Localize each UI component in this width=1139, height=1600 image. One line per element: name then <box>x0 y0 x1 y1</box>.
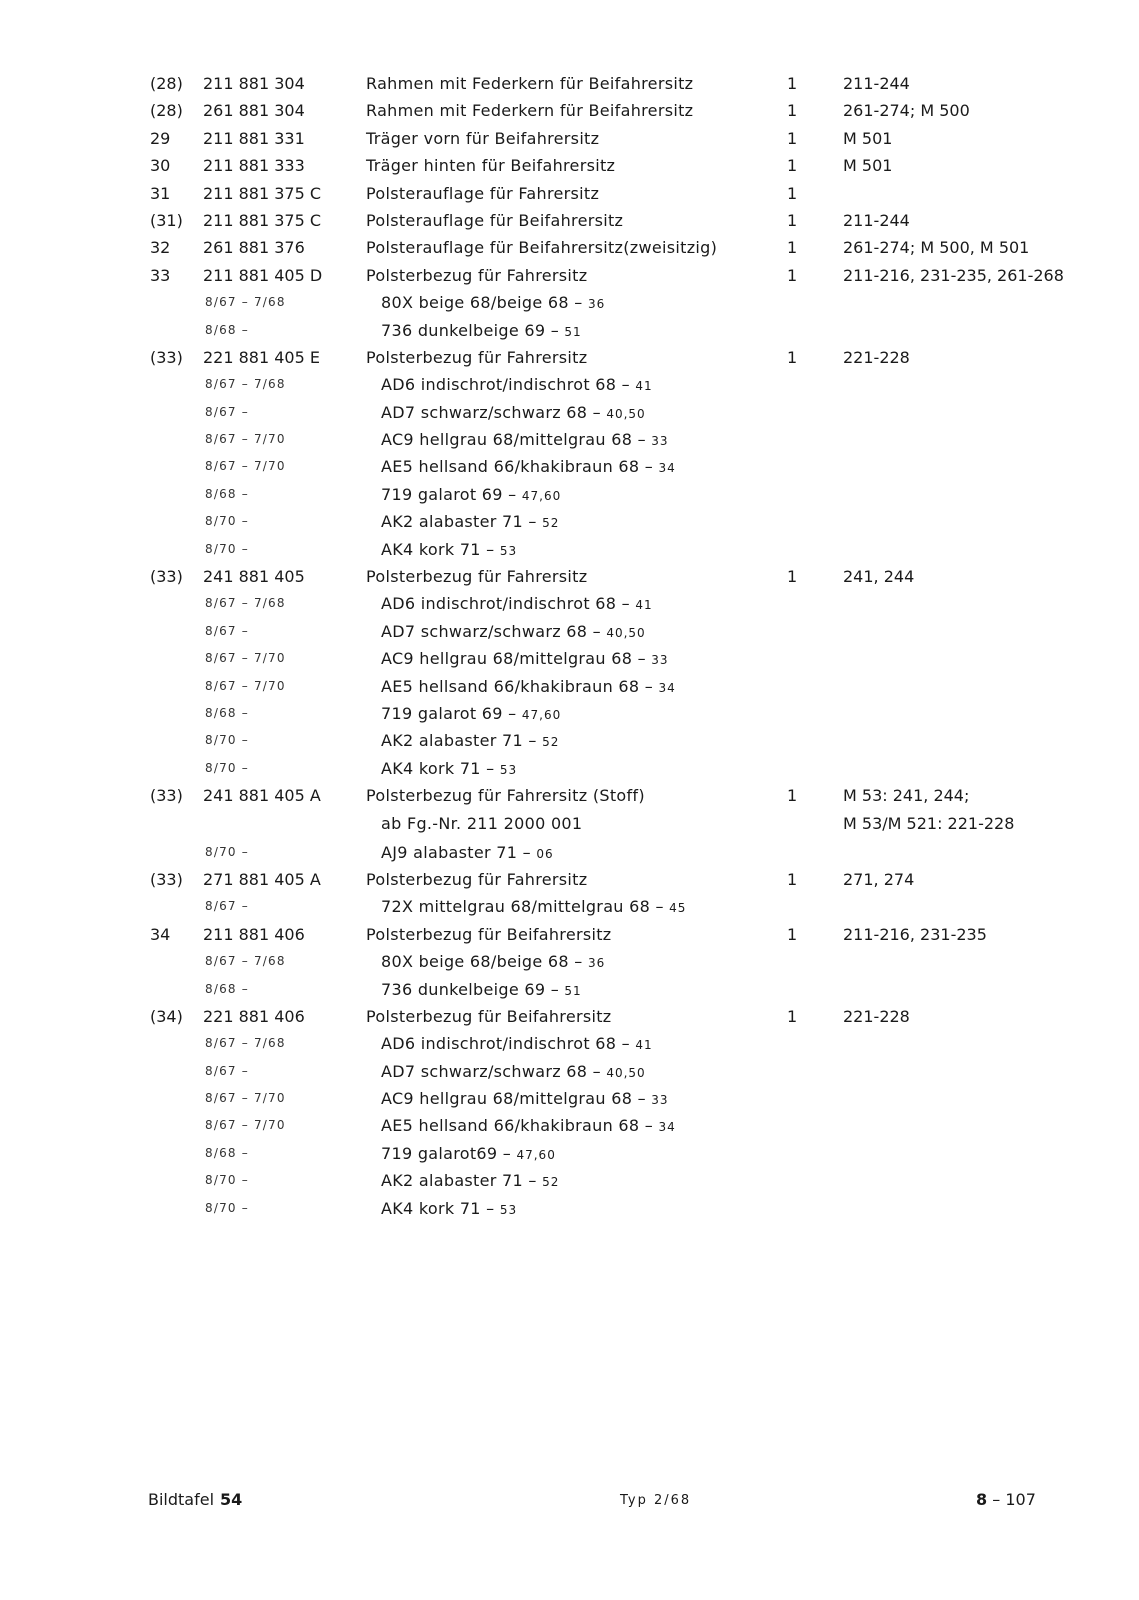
color-variant <box>381 508 559 537</box>
part-number: 211 881 333 <box>203 156 305 176</box>
part-number: 211 881 405 D <box>203 265 323 285</box>
color-variant-row <box>0 508 1139 535</box>
part-number: 261 881 304 <box>203 101 305 121</box>
part-number: 211 881 406 <box>203 924 305 944</box>
color-variant-row <box>0 426 1139 453</box>
item-position: 31 <box>150 183 171 203</box>
color-variant <box>381 1167 559 1196</box>
part-number: 221 881 405 E <box>203 347 320 367</box>
validity-period: 8/67 – 7/70 <box>205 459 286 474</box>
part-remark: M 53/M 521: 221-228 <box>843 813 1015 833</box>
color-variant <box>381 976 582 1005</box>
part-number: 241 881 405 <box>203 567 305 587</box>
color-number: 33 <box>651 653 669 668</box>
part-row <box>0 782 1139 809</box>
validity-period: 8/70 – <box>205 844 249 859</box>
part-quantity: 1 <box>787 265 798 285</box>
color-variant-row <box>0 673 1139 700</box>
part-description: Träger hinten für Beifahrersitz <box>366 156 616 176</box>
color-number: 41 <box>635 379 653 394</box>
validity-period: 8/68 – <box>205 322 249 337</box>
part-number: 241 881 405 A <box>203 786 321 806</box>
color-variant-row <box>0 700 1139 727</box>
color-variant-row <box>0 536 1139 563</box>
part-remark: 221-228 <box>843 347 910 367</box>
color-number: 33 <box>651 434 669 449</box>
item-position: 34 <box>150 924 171 944</box>
part-row <box>0 97 1139 124</box>
part-remark: 211-216, 231-235 <box>843 924 987 944</box>
part-row <box>0 70 1139 97</box>
color-number: 41 <box>635 1038 653 1053</box>
color-number: 41 <box>635 598 653 613</box>
part-quantity: 1 <box>787 1006 798 1026</box>
part-description: Polsterbezug für Fahrersitz <box>366 265 588 285</box>
color-variant-row <box>0 1112 1139 1139</box>
footer-page-number <box>976 1490 1036 1509</box>
item-position: 30 <box>150 156 171 176</box>
validity-period: 8/67 – 7/70 <box>205 1091 286 1106</box>
color-number: 45 <box>669 901 687 916</box>
validity-period: 8/70 – <box>205 733 249 748</box>
color-variant <box>381 590 653 619</box>
validity-period: 8/67 – 7/68 <box>205 377 286 392</box>
color-variant-row <box>0 1195 1139 1222</box>
color-code: AK2 alabaster 71 – <box>381 731 537 751</box>
color-code: 736 dunkelbeige 69 – <box>381 320 560 340</box>
color-variant-row <box>0 976 1139 1003</box>
color-variant-row <box>0 948 1139 975</box>
part-description: Polsterauflage für Beifahrersitz(zweisitzig) <box>366 238 718 258</box>
color-variant <box>381 1112 676 1141</box>
color-code: 80X beige 68/beige 68 – <box>381 952 583 972</box>
color-variant-row <box>0 1140 1139 1167</box>
color-variant-row <box>0 289 1139 316</box>
validity-period: 8/67 – 7/68 <box>205 596 286 611</box>
color-number: 51 <box>564 324 582 339</box>
footer-page-section: 8 <box>976 1490 988 1509</box>
item-position: (34) <box>150 1006 183 1026</box>
color-variant-row <box>0 590 1139 617</box>
chassis-note: ab Fg.-Nr. 211 2000 001 <box>381 813 583 833</box>
color-code: AD7 schwarz/schwarz 68 – <box>381 402 601 422</box>
validity-period: 8/68 – <box>205 705 249 720</box>
footer-plate <box>148 1490 242 1509</box>
color-code: AK4 kork 71 – <box>381 539 495 559</box>
color-variant <box>381 839 554 868</box>
part-row <box>0 866 1139 893</box>
part-number: 211 881 375 C <box>203 210 322 230</box>
color-number: 36 <box>587 956 606 971</box>
validity-period: 8/67 – <box>205 1063 249 1078</box>
validity-period: 8/67 – <box>205 404 249 419</box>
validity-period: 8/68 – <box>205 981 249 996</box>
validity-period: 8/67 – 7/70 <box>205 651 286 666</box>
part-number: 261 881 376 <box>203 238 305 258</box>
color-variant-row <box>0 727 1139 754</box>
footer-plate-number: 54 <box>220 1490 243 1509</box>
color-variant-row <box>0 1085 1139 1112</box>
part-description: Rahmen mit Federkern für Beifahrersitz <box>366 101 694 121</box>
color-variant <box>381 1030 653 1059</box>
color-number: 52 <box>542 516 560 531</box>
color-number: 53 <box>499 543 518 558</box>
item-position: (28) <box>150 101 183 121</box>
part-quantity: 1 <box>787 786 798 806</box>
color-variant <box>381 289 605 318</box>
part-row <box>0 152 1139 179</box>
part-quantity: 1 <box>787 74 798 93</box>
validity-period: 8/70 – <box>205 541 249 556</box>
validity-period: 8/67 – 7/68 <box>205 954 286 969</box>
color-variant <box>381 453 676 482</box>
color-variant <box>381 727 559 756</box>
color-code: 72X mittelgrau 68/mittelgrau 68 – <box>381 897 664 917</box>
color-variant <box>381 1058 646 1087</box>
color-code: 719 galarot 69 – <box>381 703 517 723</box>
part-remark: 261-274; M 500 <box>843 101 970 121</box>
color-variant-row <box>0 399 1139 426</box>
part-description: Polsterbezug für Beifahrersitz <box>366 924 612 944</box>
part-remark: 261-274; M 500, M 501 <box>843 238 1030 258</box>
validity-period: 8/67 – 7/70 <box>205 1118 286 1133</box>
color-variant <box>381 673 676 702</box>
part-description: Polsterauflage für Beifahrersitz <box>366 210 624 230</box>
color-code: AE5 hellsand 66/khakibraun 68 – <box>381 457 654 477</box>
color-number: 47,60 <box>521 488 562 503</box>
color-variant-row <box>0 893 1139 920</box>
item-position: (33) <box>150 567 183 587</box>
color-number: 53 <box>499 1202 518 1217</box>
item-position: (31) <box>150 210 183 230</box>
validity-period: 8/68 – <box>205 486 249 501</box>
color-code: 736 dunkelbeige 69 – <box>381 979 560 999</box>
color-number: 34 <box>658 1120 676 1135</box>
part-description: Träger vorn für Beifahrersitz <box>366 128 600 148</box>
footer-type: Typ 2/68 <box>620 1493 692 1508</box>
part-quantity: 1 <box>787 924 798 944</box>
part-number: 221 881 406 <box>203 1006 305 1026</box>
part-description: Rahmen mit Federkern für Beifahrersitz <box>366 74 694 93</box>
color-variant <box>381 1195 517 1224</box>
color-code: 719 galarot 69 – <box>381 484 517 504</box>
color-number: 52 <box>542 1175 560 1190</box>
color-number: 40,50 <box>606 406 646 421</box>
color-code: AD6 indischrot/indischrot 68 – <box>381 375 630 395</box>
part-row <box>0 563 1139 590</box>
color-code: AD7 schwarz/schwarz 68 – <box>381 1061 601 1081</box>
color-variant <box>381 1085 669 1114</box>
color-variant <box>381 893 686 922</box>
color-variant-row <box>0 317 1139 344</box>
part-row <box>0 234 1139 261</box>
color-variant-row <box>0 481 1139 508</box>
color-variant-row <box>0 1058 1139 1085</box>
item-position: (33) <box>150 347 183 367</box>
item-position: (28) <box>150 74 183 93</box>
part-remark: M 501 <box>843 128 893 148</box>
color-variant-row <box>0 453 1139 480</box>
part-row <box>0 125 1139 152</box>
part-description: Polsterauflage für Fahrersitz <box>366 183 600 203</box>
footer-page-no: 107 <box>1005 1490 1036 1509</box>
color-code: AJ9 alabaster 71 – <box>381 842 531 862</box>
part-description: Polsterbezug für Fahrersitz <box>366 567 588 587</box>
item-position: 33 <box>150 265 171 285</box>
color-code: AD6 indischrot/indischrot 68 – <box>381 1034 630 1054</box>
item-position: (33) <box>150 869 183 889</box>
validity-period: 8/70 – <box>205 1200 249 1215</box>
color-variant <box>381 755 517 784</box>
color-variant <box>381 399 646 428</box>
color-variant <box>381 426 669 455</box>
part-quantity: 1 <box>787 869 798 889</box>
color-code: AC9 hellgrau 68/mittelgrau 68 – <box>381 430 646 450</box>
color-code: AD7 schwarz/schwarz 68 – <box>381 621 601 641</box>
note-row <box>0 810 1139 839</box>
color-variant-row <box>0 1167 1139 1194</box>
item-position: 32 <box>150 238 171 258</box>
parts-list <box>0 70 1139 1222</box>
item-position: 29 <box>150 128 171 148</box>
part-quantity: 1 <box>787 238 798 258</box>
color-variant-row <box>0 839 1139 866</box>
part-description: Polsterbezug für Fahrersitz (Stoff) <box>366 786 645 806</box>
color-variant <box>381 317 582 346</box>
color-variant-row <box>0 645 1139 672</box>
color-number: 51 <box>564 983 582 998</box>
color-code: AC9 hellgrau 68/mittelgrau 68 – <box>381 1089 646 1109</box>
color-code: 80X beige 68/beige 68 – <box>381 293 583 313</box>
validity-period: 8/70 – <box>205 760 249 775</box>
color-number: 47,60 <box>516 1147 556 1162</box>
color-variant <box>381 481 561 510</box>
part-quantity: 1 <box>787 567 798 587</box>
validity-period: 8/67 – <box>205 899 249 914</box>
part-description: Polsterbezug für Fahrersitz <box>366 347 588 367</box>
color-number: 06 <box>536 846 554 861</box>
color-code: AE5 hellsand 66/khakibraun 68 – <box>381 676 654 696</box>
validity-period: 8/67 – 7/70 <box>205 678 286 693</box>
color-number: 34 <box>658 680 676 695</box>
footer-page-dash: – <box>992 1490 1001 1509</box>
item-position: (33) <box>150 786 183 806</box>
part-remark: 271, 274 <box>843 869 915 889</box>
validity-period: 8/67 – 7/70 <box>205 432 286 447</box>
color-variant <box>381 618 646 647</box>
part-quantity: 1 <box>787 156 798 176</box>
part-number: 211 881 375 C <box>203 183 322 203</box>
part-quantity: 1 <box>787 210 798 230</box>
part-remark: M 501 <box>843 156 893 176</box>
part-quantity: 1 <box>787 183 798 203</box>
color-variant-row <box>0 618 1139 645</box>
part-row <box>0 207 1139 234</box>
part-row <box>0 344 1139 371</box>
color-code: AK2 alabaster 71 – <box>381 512 537 532</box>
color-code: AK4 kork 71 – <box>381 1198 495 1218</box>
part-row <box>0 1003 1139 1030</box>
color-number: 33 <box>651 1093 669 1108</box>
part-remark: 241, 244 <box>843 567 915 587</box>
color-number: 40,50 <box>606 1065 646 1080</box>
color-variant-row <box>0 1030 1139 1057</box>
part-number: 271 881 405 A <box>203 869 321 889</box>
part-row <box>0 262 1139 289</box>
color-variant-row <box>0 371 1139 398</box>
part-number: 211 881 304 <box>203 74 305 93</box>
part-description: Polsterbezug für Fahrersitz <box>366 869 588 889</box>
color-code: 719 galarot69 – <box>381 1143 512 1163</box>
color-code: AK4 kork 71 – <box>381 758 495 778</box>
color-variant-row <box>0 755 1139 782</box>
color-code: AD6 indischrot/indischrot 68 – <box>381 594 630 614</box>
color-number: 47,60 <box>521 707 562 722</box>
validity-period: 8/70 – <box>205 514 249 529</box>
color-code: AK2 alabaster 71 – <box>381 1171 537 1191</box>
color-number: 53 <box>499 762 518 777</box>
part-number: 211 881 331 <box>203 128 305 148</box>
validity-period: 8/70 – <box>205 1173 249 1188</box>
color-variant <box>381 536 517 565</box>
validity-period: 8/67 – <box>205 623 249 638</box>
part-remark: M 53: 241, 244; <box>843 786 970 806</box>
part-quantity: 1 <box>787 101 798 121</box>
color-number: 40,50 <box>606 625 646 640</box>
color-number: 52 <box>542 735 560 750</box>
color-code: AE5 hellsand 66/khakibraun 68 – <box>381 1116 654 1136</box>
footer-plate-label: Bildtafel <box>148 1490 215 1509</box>
color-code: AC9 hellgrau 68/mittelgrau 68 – <box>381 649 646 669</box>
part-row <box>0 180 1139 207</box>
part-quantity: 1 <box>787 347 798 367</box>
color-number: 34 <box>658 461 676 476</box>
validity-period: 8/67 – 7/68 <box>205 295 286 310</box>
part-remark: 221-228 <box>843 1006 910 1026</box>
color-number: 36 <box>587 297 606 312</box>
part-row <box>0 921 1139 948</box>
color-variant <box>381 948 605 977</box>
color-variant <box>381 371 653 400</box>
part-description: Polsterbezug für Beifahrersitz <box>366 1006 612 1026</box>
color-variant <box>381 700 561 729</box>
color-variant <box>381 1140 556 1169</box>
part-quantity: 1 <box>787 128 798 148</box>
color-variant <box>381 645 669 674</box>
part-remark: 211-244 <box>843 210 910 230</box>
validity-period: 8/68 – <box>205 1145 249 1160</box>
part-remark: 211-244 <box>843 74 910 93</box>
validity-period: 8/67 – 7/68 <box>205 1036 286 1051</box>
part-remark: 211-216, 231-235, 261-268 <box>843 265 1064 285</box>
